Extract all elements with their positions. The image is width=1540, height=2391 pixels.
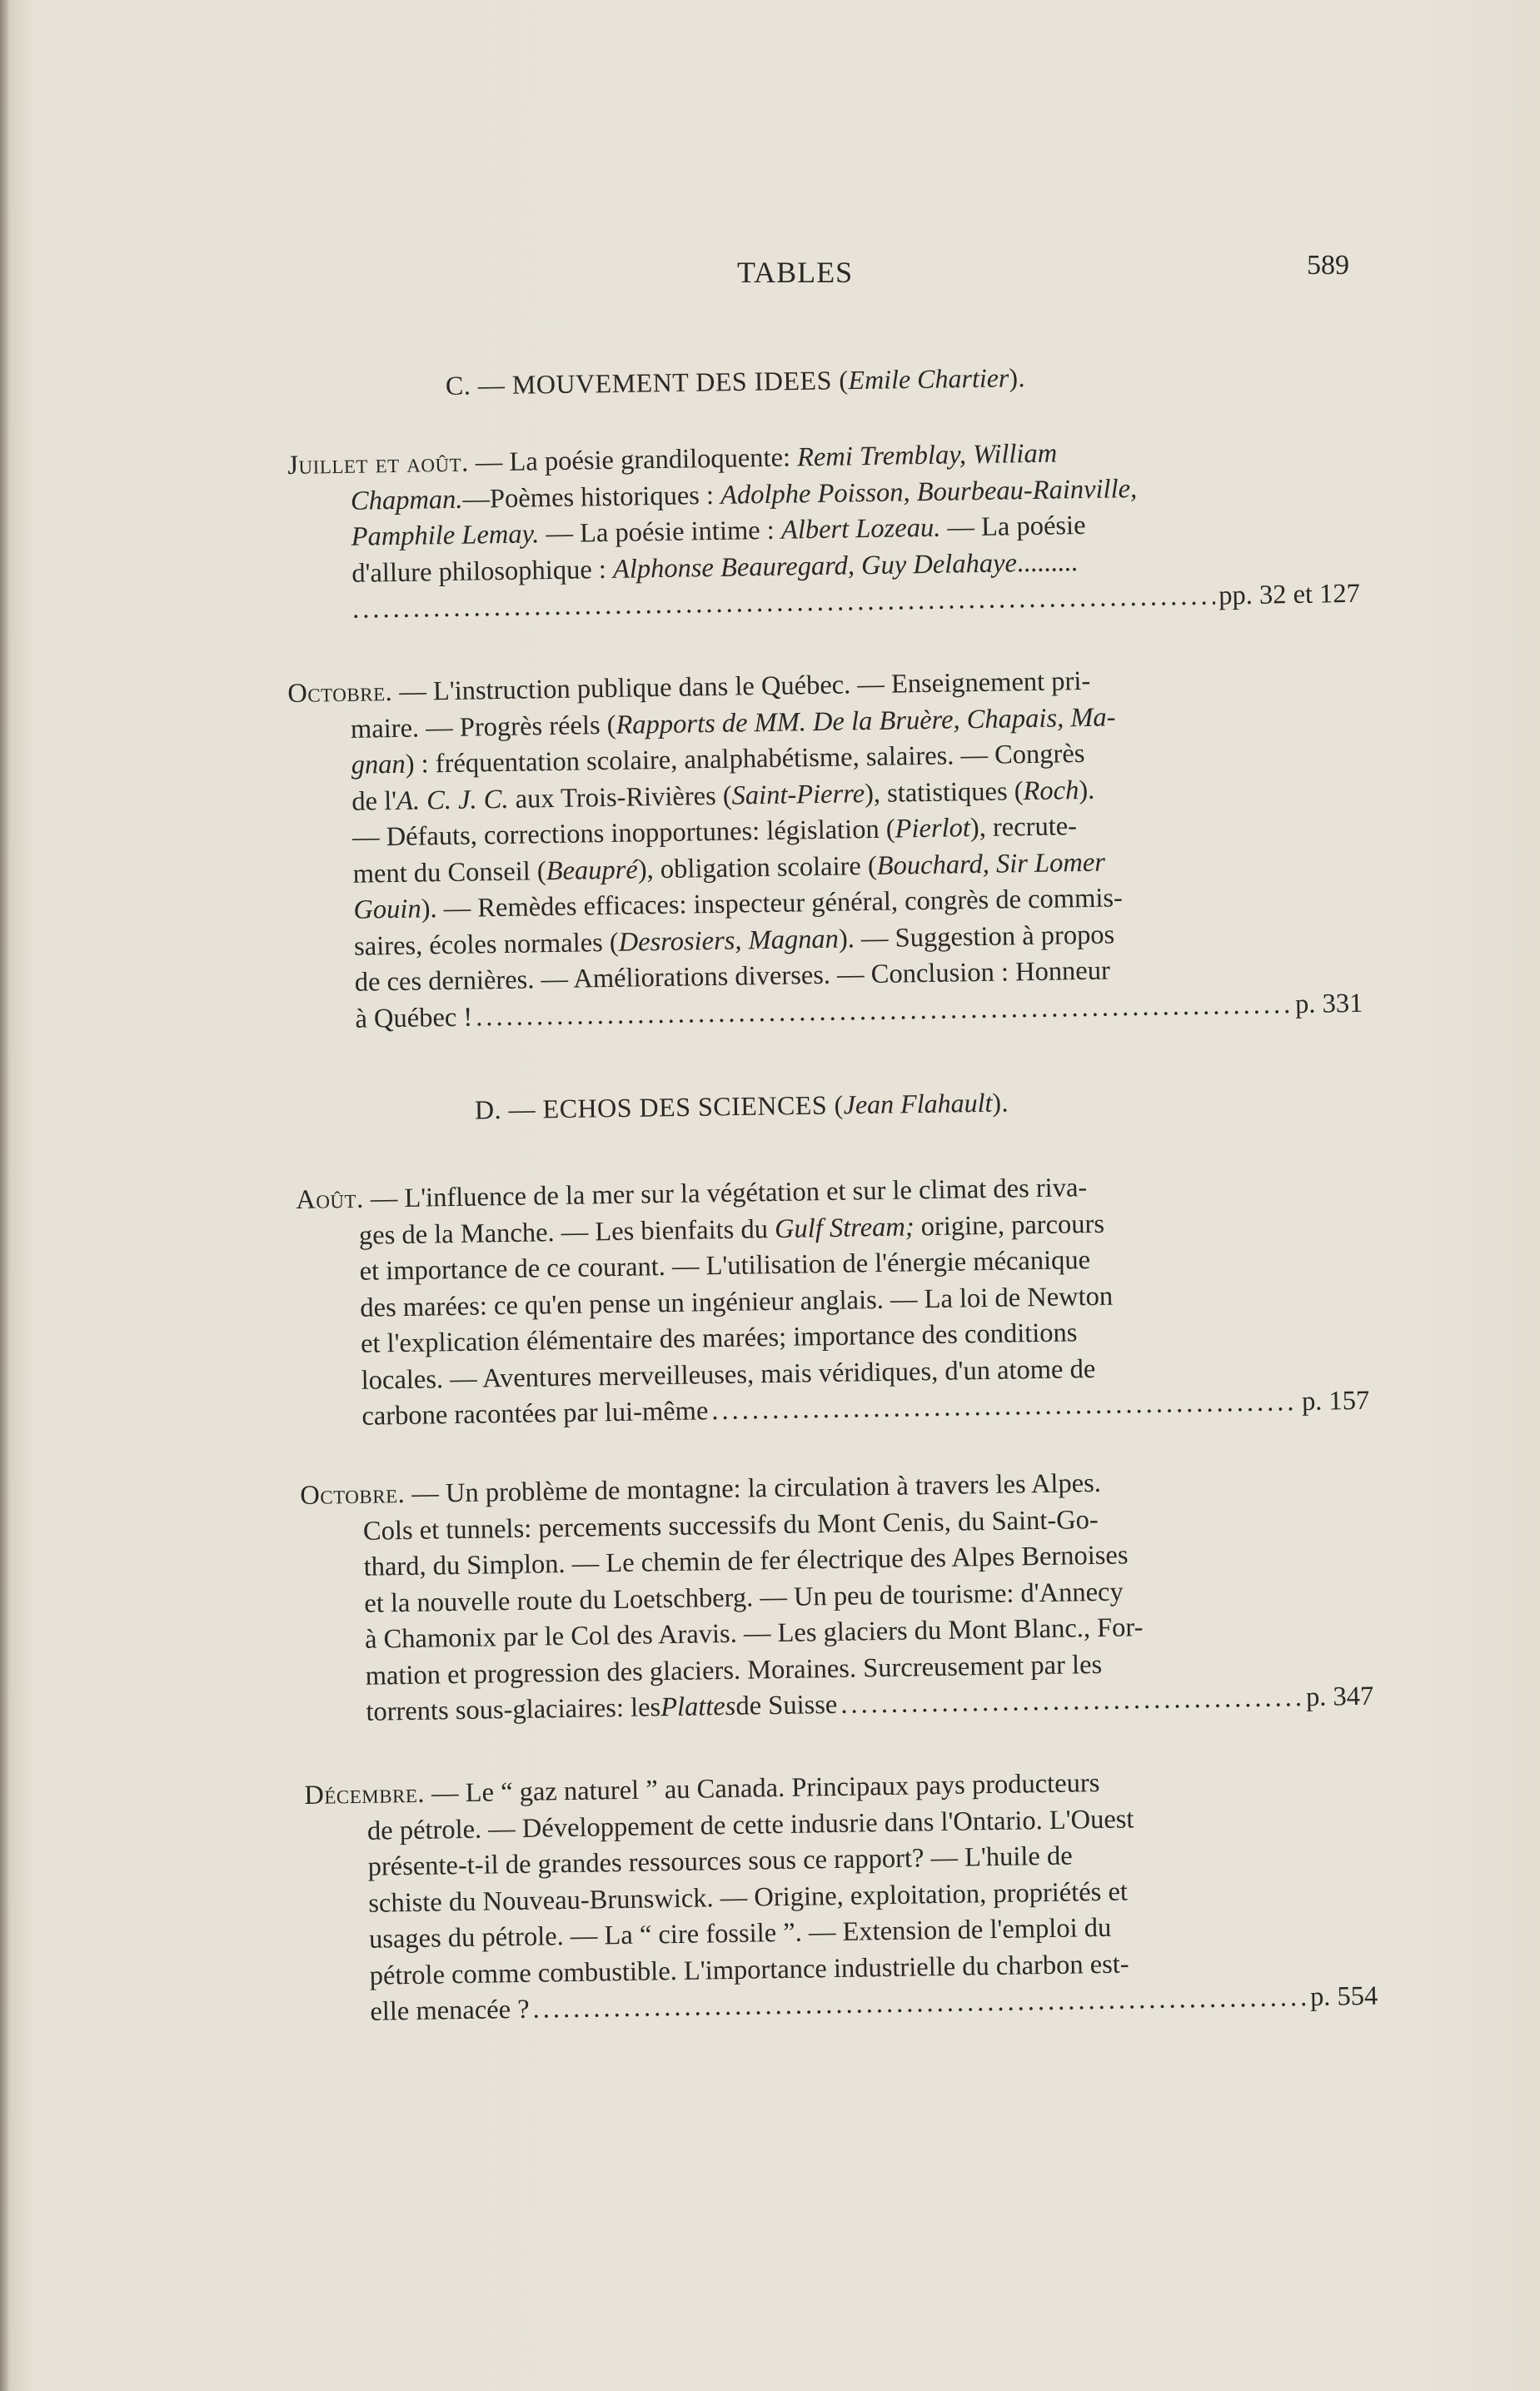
entry-month: Octobre. bbox=[287, 677, 393, 709]
page-reference: pp. 32 et 127 bbox=[1218, 578, 1361, 611]
section-heading-c: C. — MOUVEMENT DES IDEES (Emile Chartier). bbox=[445, 362, 1026, 401]
entry-month: Décembre. bbox=[304, 1778, 426, 1811]
section-author: Emile Chartier bbox=[848, 362, 1009, 396]
page-number: 589 bbox=[1307, 250, 1349, 281]
entry-month: Octobre. bbox=[300, 1479, 406, 1511]
entry-decembre: Décembre. — Le “ gaz naturel ” au Canada. Principaux pays producteurs de pétrole. — Développement de cette indusrie dans l'Ontario. L'Ouest présente-t-il de grandes ressources sous ce rapport? — L'huile de schiste du Nouveau-Brunswick. — Origine, exploitation, propriétés et usages du pétrole. — La “ cire fossile ”. — Extension de l'emploi du pétrole comme combustible. L'importance industrielle du charbon est- elle menacée ? ..... p. 554 bbox=[304, 1761, 1378, 2032]
section-author: Jean Flahault bbox=[843, 1087, 993, 1120]
entry-page-ref-line: à Québec ! ..... p. 331 bbox=[292, 985, 1363, 1039]
page-header bbox=[275, 250, 1349, 291]
entry-octobre-c: Octobre. — L'instruction publique dans le Québec. — Enseignement pri- maire. — Progrès réels (Rapports de MM. De la Bruère, Chapais, Ma- gnan) : fréquentation scolaire, analphabétisme, salaires. — Congrès de l'A. C. J. C. aux Trois-Rivières (Saint-Pierre), statistiques (Roch). — Défauts, corrections inopportunes: législation (Pierlot), recrute- ment du Conseil (Beaupré), obligation scolaire (Bouchard, Sir Lomer Gouin). — Remèdes efficaces: inspecteur général, congrès de commis- saires, écoles normales (Desrosiers, Magnan). — Suggestion à propos de ces dernières. — Améliorations diverses. — Conclusion : Honneur à Québec ! ..... p. 331 bbox=[287, 660, 1363, 1039]
entry-page-ref-line: elle menacée ? ..... p. 554 bbox=[307, 1979, 1378, 2032]
entry-octobre-d: Octobre. — Un problème de montagne: la circulation à travers les Alpes. Cols et tunnels: percements successifs du Mont Cenis, du Saint-Go- thard, du Simplon. — Le chemin de fer électrique des Alpes Bernoises et la nouvelle route du Loetschberg. — Un peu de tourisme: d'Annecy à Chamonix par le Col des Aravis. — Les glaciers du Mont Blanc., For- mation et progression des glaciers. Moraines. Surcreusement par les torrents sous-glaciaires: les Plattes de Suisse ..... p. 347 bbox=[300, 1462, 1374, 1732]
entry-month: Juillet et août. bbox=[287, 447, 470, 481]
page-reference: p. 347 bbox=[1305, 1681, 1374, 1713]
entry-month: Août. bbox=[296, 1183, 364, 1215]
section-heading-d: D. — ECHOS DES SCIENCES (Jean Flahault). bbox=[474, 1087, 1009, 1125]
page-reference: p. 331 bbox=[1294, 988, 1363, 1019]
entry-page-ref-line: carbone racontées par lui-même ..... p. 157 bbox=[299, 1383, 1370, 1437]
page-reference: p. 554 bbox=[1309, 1980, 1378, 2013]
page-binding-edge bbox=[0, 0, 8, 2391]
running-title: TABLES bbox=[737, 256, 854, 289]
entry-juillet-aout: Juillet et août. — La poésie grandiloquente: Remi Tremblay, William Chapman.—Poèmes historiques : Adolphe Poisson, Bourbeau-Rainville, Pamphile Lemay. — La poésie intime : Albert Lozeau. — La poésie d'allure philosophique : Alphonse Beauregard, Guy Delahaye......... ..... pp. 32 et 127 bbox=[287, 431, 1360, 630]
page-reference: p. 157 bbox=[1301, 1385, 1370, 1417]
entry-aout: Août. — L'influence de la mer sur la végétation et sur le climat des riva- ges de la Manche. — Les bienfaits du Gulf Stream; origine, parcours et importance de ce courant. — L'utilisation de l'énergie mécanique des marées: ce qu'en pense un ingénieur anglais. — La loi de Newton et l'explication élémentaire des marées; importance des conditions locales. — Aventures merveilleuses, mais véridiques, d'un atome de carbone racontées par lui-même ..... p. 157 bbox=[296, 1166, 1370, 1437]
entry-page-ref-line: torrents sous-glaciaires: les Plattes de Suisse ..... p. 347 bbox=[303, 1679, 1374, 1732]
